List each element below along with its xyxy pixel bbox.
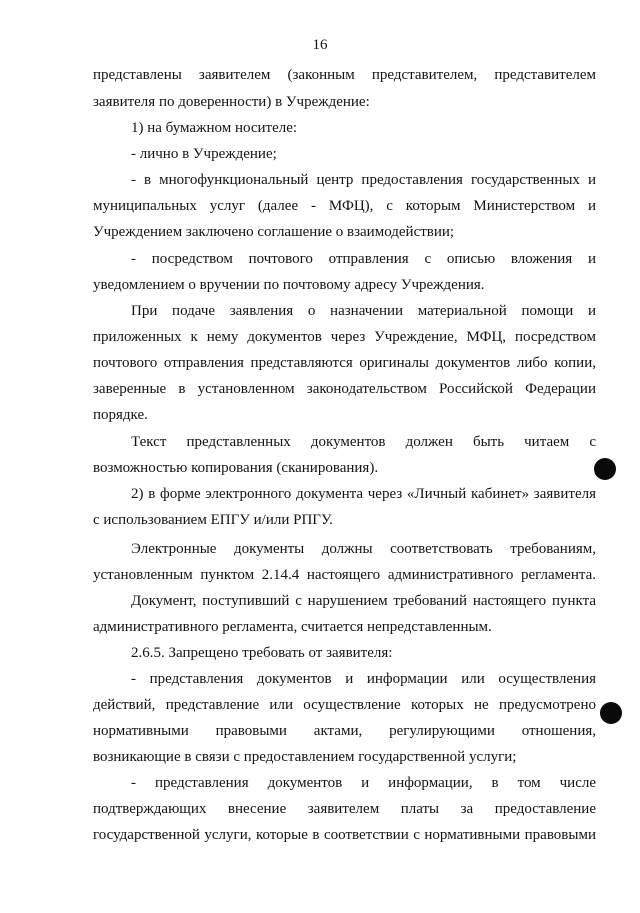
text-line: порядке. — [93, 407, 148, 423]
punch-hole-mark — [594, 458, 616, 480]
text-line: - представления документов и информации, в том числе — [131, 775, 596, 791]
text-line: нормативными правовыми актами, регулирующими отношения, — [93, 723, 596, 739]
text-line: муниципальных услуг (далее - МФЦ), с которым Министерством и — [93, 198, 596, 214]
page-number: 16 — [312, 37, 328, 53]
text-line: заверенные в установленном законодательством Российской Федерации — [93, 381, 596, 397]
text-line: возможностью копирования (сканирования). — [93, 460, 379, 476]
text-line: административного регламента, считается непредставленным. — [93, 619, 492, 635]
text-line: приложенных к нему документов через Учреждение, МФЦ, посредством — [93, 329, 596, 345]
text-line: заявителя по доверенности) в Учреждение: — [93, 94, 370, 110]
text-line: 2) в форме электронного документа через «Личный кабинет» заявителя — [131, 486, 596, 502]
text-line: 2.6.5. Запрещено требовать от заявителя: — [131, 645, 393, 661]
text-line: действий, представление или осуществление которых не предусмотрено — [93, 697, 596, 713]
text-line: представлены заявителем (законным представителем, представителем — [93, 67, 596, 83]
text-line: Документ, поступивший с нарушением требований настоящего пункта — [131, 593, 596, 609]
text-line: - лично в Учреждение; — [131, 146, 277, 162]
text-line: При подаче заявления о назначении материальной помощи и — [131, 303, 596, 319]
text-line: Текст представленных документов должен быть читаем с — [131, 434, 596, 450]
text-line: с использованием ЕПГУ и/или РПГУ. — [93, 512, 333, 528]
text-line: - в многофункциональный центр предоставления государственных и — [131, 172, 596, 188]
text-line: возникающие в связи с предоставлением государственной услуги; — [93, 749, 517, 765]
text-line: - представления документов и информации или осуществления — [131, 671, 596, 687]
text-line: 1) на бумажном носителе: — [131, 120, 298, 136]
text-line: уведомлением о вручении по почтовому адресу Учреждения. — [93, 277, 485, 293]
text-line: установленным пунктом 2.14.4 настоящего административного регламента. — [93, 567, 596, 583]
text-line: Учреждением заключено соглашение о взаимодействии; — [93, 224, 455, 240]
text-line: - посредством почтового отправления с описью вложения и — [131, 251, 596, 267]
text-line: Электронные документы должны соответствовать требованиям, — [131, 541, 596, 557]
punch-hole-mark — [600, 702, 622, 724]
text-line: подтверждающих внесение заявителем платы за предоставление — [93, 801, 596, 817]
text-line: почтового отправления представляются оригиналы документов либо копии, — [93, 355, 596, 371]
text-line: государственной услуги, которые в соответствии с нормативными правовыми — [93, 827, 596, 843]
